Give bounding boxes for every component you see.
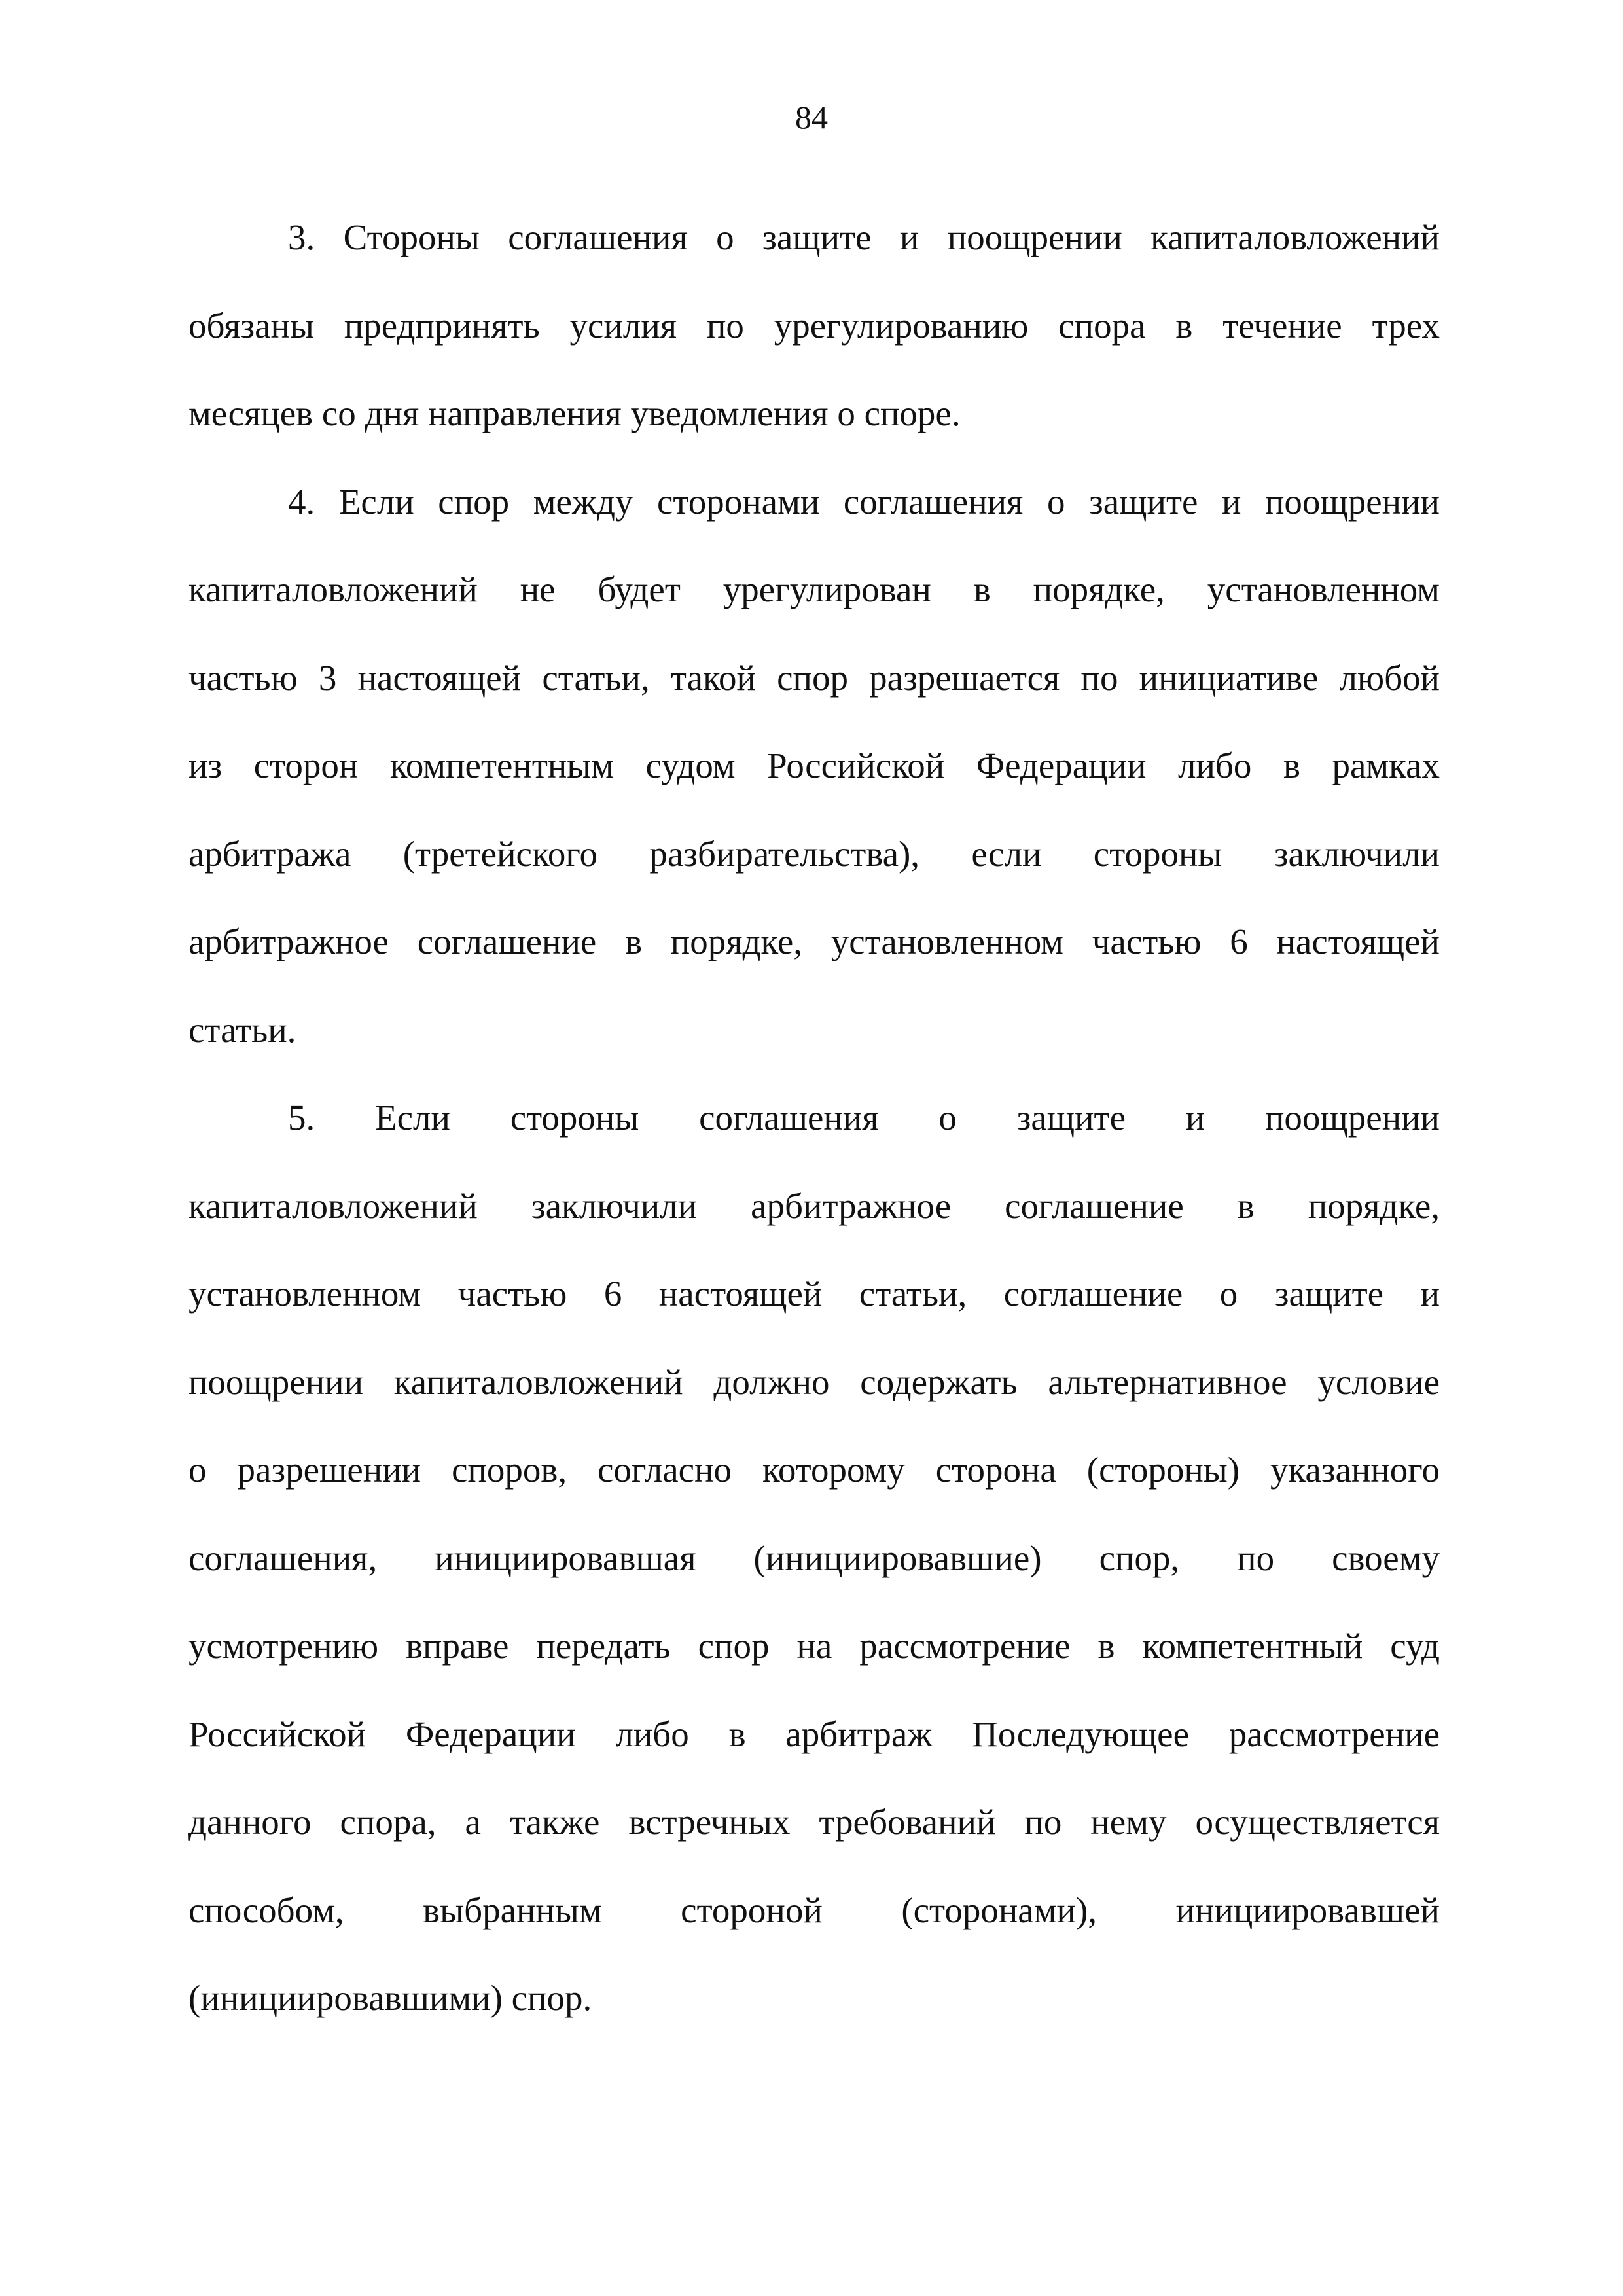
page-number: 84	[795, 99, 828, 135]
paragraph-4-line: капиталовложений не будет урегулирован в порядке, установленном	[188, 569, 1440, 609]
paragraph-4-line: частью 3 настоящей статьи, такой спор разрешается по инициативе любой	[188, 657, 1440, 698]
paragraph-5-line: установленном частью 6 настоящей статьи, соглашение о защите и	[188, 1274, 1440, 1314]
paragraph-5-line: усмотрению вправе передать спор на рассмотрение в компетентный суд	[188, 1626, 1440, 1666]
paragraph-5-line: данного спора, а также встречных требований по нему осуществляется	[188, 1802, 1440, 1842]
paragraph-4-line: 4. Если спор между сторонами соглашения о защите и поощрении	[288, 481, 1440, 522]
paragraph-5-line: (инициировавшими) спор.	[188, 1978, 592, 2018]
paragraph-5-line: способом, выбранным стороной (сторонами), инициировавшей	[188, 1890, 1440, 1930]
paragraph-3-line: обязаны предпринять усилия по урегулированию спора в течение трех	[188, 305, 1440, 346]
document-body	[188, 194, 1440, 2043]
paragraph-5-line: о разрешении споров, согласно которому сторона (стороны) указанного	[188, 1450, 1440, 1490]
paragraph-4-line: арбитража (третейского разбирательства), если стороны заключили	[188, 833, 1440, 874]
paragraph-5-line: соглашения, инициировавшая (инициировавшие) спор, по своему	[188, 1537, 1440, 1578]
paragraph-4-line: статьи.	[188, 1009, 296, 1050]
paragraph-5-line: 5. Если стороны соглашения о защите и поощрении	[288, 1098, 1440, 1138]
paragraph-5-line: капиталовложений заключили арбитражное соглашение в порядке,	[188, 1185, 1440, 1226]
paragraph-5-line: поощрении капиталовложений должно содержать альтернативное условие	[188, 1361, 1440, 1402]
paragraph-3-line: месяцев со дня направления уведомления о споре.	[188, 393, 961, 433]
paragraph-5-line: Российской Федерации либо в арбитраж Последующее рассмотрение	[188, 1713, 1440, 1754]
paragraph-4-line: арбитражное соглашение в порядке, установленном частью 6 настоящей	[188, 922, 1440, 961]
paragraph-3-line: 3. Стороны соглашения о защите и поощрении капиталовложений	[288, 217, 1440, 257]
paragraph-4-line: из сторон компетентным судом Российской Федерации либо в рамках	[188, 745, 1440, 785]
